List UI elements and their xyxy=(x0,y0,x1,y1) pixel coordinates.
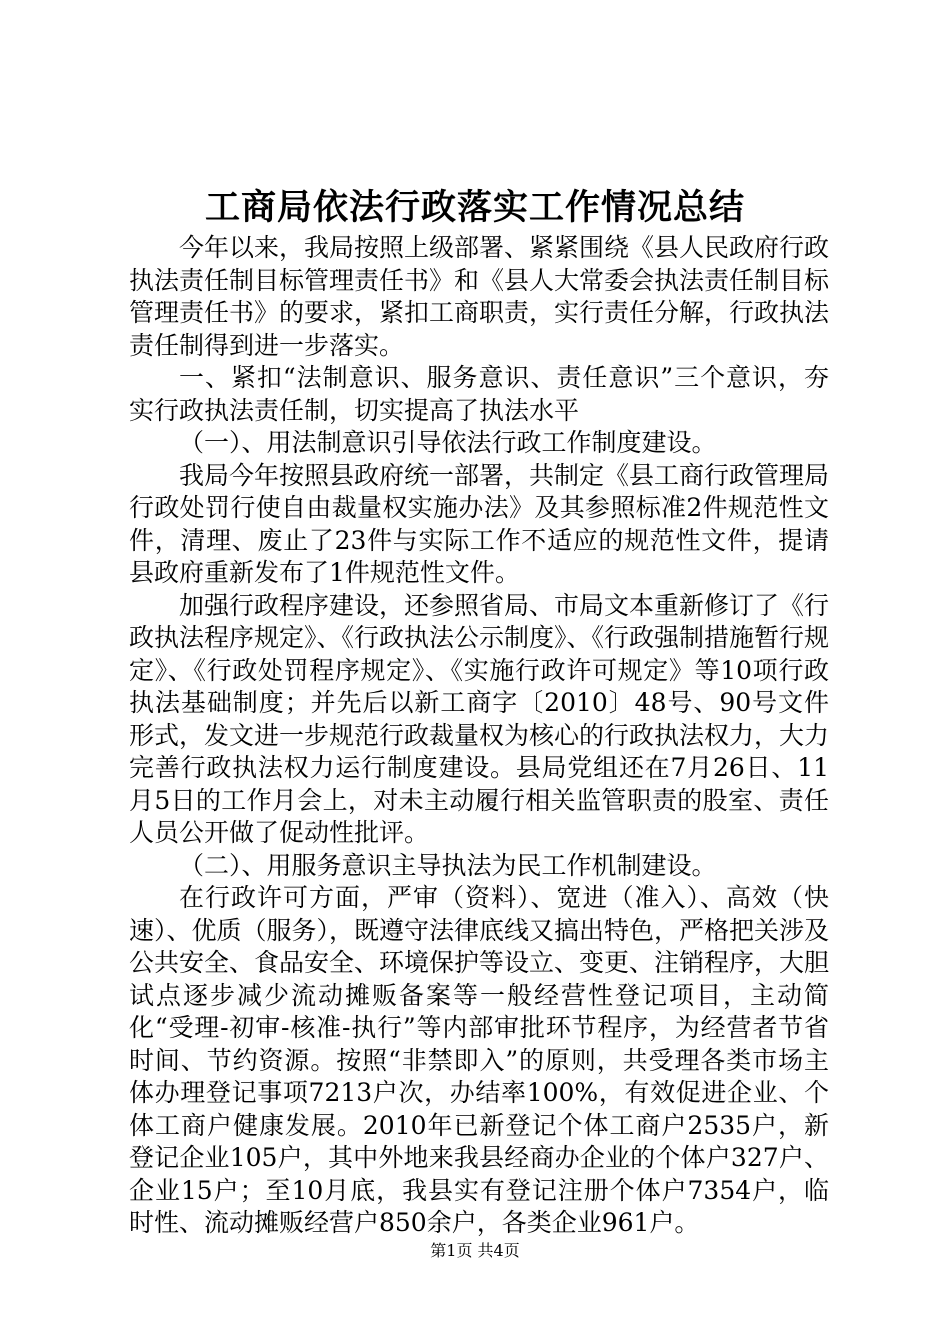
paragraph-intro: 今年以来，我局按照上级部署、紧紧围绕《县人民政府行政执法责任制目标管理责任书》和《县人大常委会执法责任制目标管理责任书》的要求，紧扣工商职责，实行责任分解，行政执法责任制得到进一步落实。 xyxy=(129,233,830,360)
paragraph-regulations: 我局今年按照县政府统一部署，共制定《县工商行政管理局行政处罚行使自由裁量权实施办法》及其参照标准2件规范性文件，清理、废止了23件与实际工作不适应的规范性文件，提请县政府重新发布了1件规范性文件。 xyxy=(129,460,830,587)
heading-subsection-1: （一）、用法制意识引导依法行政工作制度建设。 xyxy=(179,428,717,457)
page-footer: 第1页 共4页 xyxy=(430,1241,520,1260)
document-body xyxy=(129,232,829,1240)
paragraph-procedures: 加强行政程序建设，还参照省局、市局文本重新修订了《行政执法程序规定》、《行政执法公示制度》、《行政强制措施暂行规定》、《行政处罚程序规定》、《实施行政许可规定》等10项行政执法基础制度；并先后以新工商字〔2010〕48号、90号文件形式，发文进一步规范行政裁量权为核心的行政执法权力，大力完善行政执法权力运行制度建设。县局党组还在7月26日、11月5日的工作月会上，对未主动履行相关监管职责的股室、责任人员公开做了促动性批评。 xyxy=(129,590,830,847)
paragraph-licensing: 在行政许可方面，严审（资料）、宽进（准入）、高效（快速）、优质（服务），既遵守法律底线又搞出特色，严格把关涉及公共安全、食品安全、环境保护等设立、变更、注销程序，大胆试点逐步减少流动摊贩备案等一般经营性登记项目，主动简化“受理-初审-核准-执行”等内部审批环节程序，为经营者节省时间、节约资源。按照“非禁即入”的原则，共受理各类市场主体办理登记事项7213户次，办结率100%，有效促进企业、个体工商户健康发展。2010年已新登记个体工商户2535户，新登记企业105户，其中外地来我县经商办企业的个体户327户、企业15户；至10月底，我县实有登记注册个体户7354户，临时性、流动摊贩经营户850余户，各类企业961户。 xyxy=(129,883,830,1237)
heading-subsection-2: （二）、用服务意识主导执法为民工作机制建设。 xyxy=(179,850,717,880)
heading-section-1: 一、紧扣“法制意识、服务意识、责任意识”三个意识，夯实行政执法责任制，切实提高了执法水平 xyxy=(129,363,829,425)
document-title: 工商局依法行政落实工作情况总结 xyxy=(204,187,745,228)
